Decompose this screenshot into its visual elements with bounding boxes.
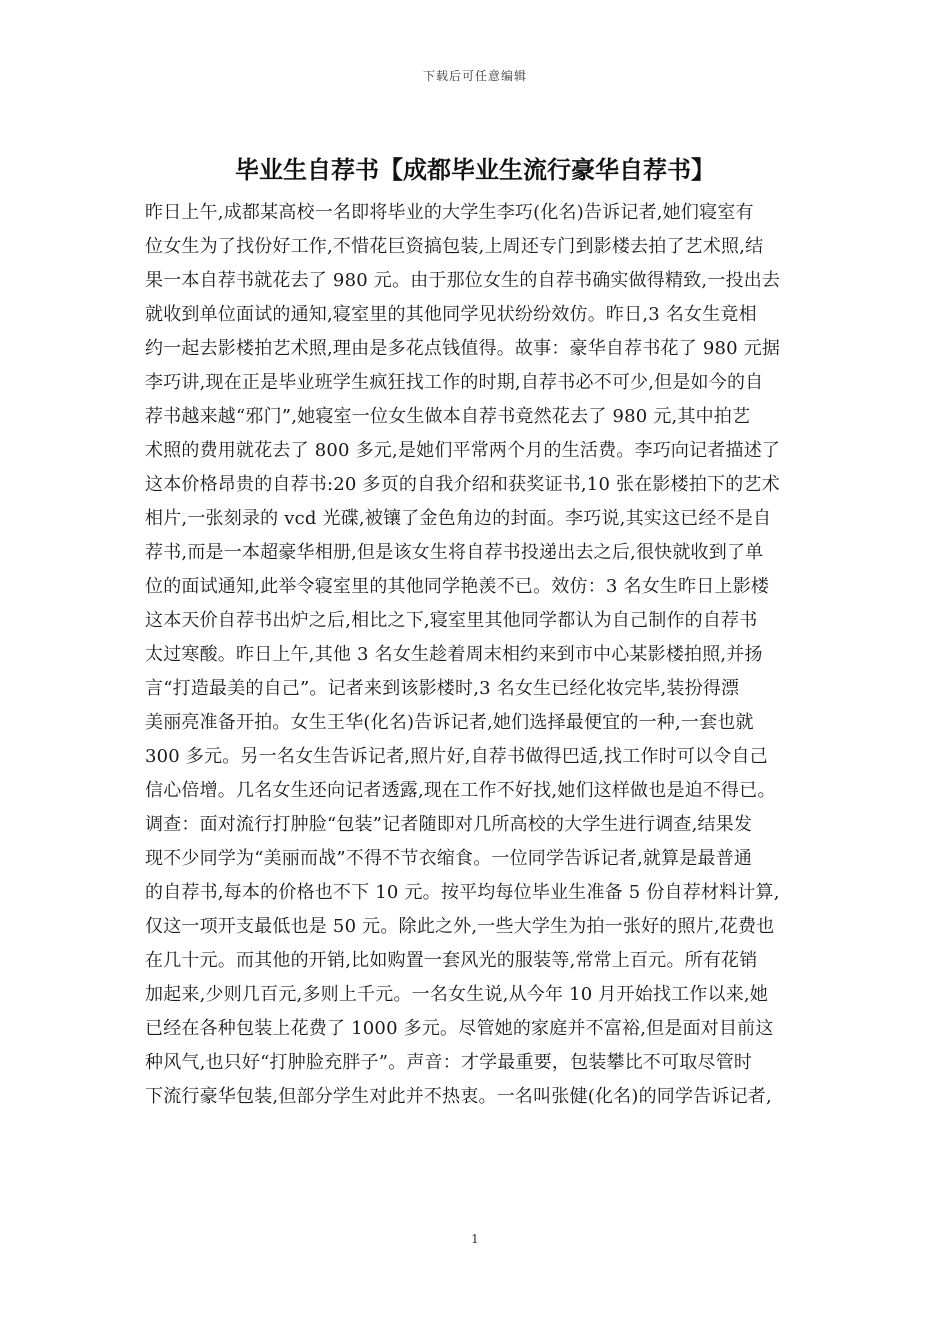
body-text-line: 位女生为了找份好工作,不惜花巨资搞包装,上周还专门到影楼去拍了艺术照,结 bbox=[145, 236, 764, 257]
body-text-line: 昨日上午,成都某高校一名即将毕业的大学生李巧(化名)告诉记者,她们寝室有 bbox=[145, 202, 754, 223]
body-text-line: 位的面试通知,此举令寝室里的其他同学艳羡不已。效仿：3 名女生昨日上影楼 bbox=[145, 576, 770, 597]
body-text-line: 仅这一项开支最低也是 50 元。除此之外,一些大学生为拍一张好的照片,花费也 bbox=[145, 916, 775, 937]
body-text-line: 这本天价自荐书出炉之后,相比之下,寝室里其他同学都认为自己制作的自荐书 bbox=[145, 610, 758, 631]
body-text-line: 果一本自荐书就花去了 980 元。由于那位女生的自荐书确实做得精致,一投出去 bbox=[145, 270, 781, 291]
body-text-line: 这本价格昂贵的自荐书:20 多页的自我介绍和获奖证书,10 张在影楼拍下的艺术 bbox=[145, 474, 780, 495]
body-text-line: 种风气,也只好“打肿脸充胖子”。声音：才学最重要，包装攀比不可取尽管时 bbox=[145, 1052, 753, 1073]
page-header-note: 下载后可任意编辑 bbox=[422, 69, 527, 83]
body-text-line: 已经在各种包装上花费了 1000 多元。尽管她的家庭并不富裕,但是面对目前这 bbox=[145, 1018, 774, 1039]
body-text-line: 下流行豪华包装,但部分学生对此并不热衷。一名叫张健(化名)的同学告诉记者, bbox=[145, 1086, 772, 1107]
body-text-line: 美丽亮准备开拍。女生王华(化名)告诉记者,她们选择最便宜的一种,一套也就 bbox=[145, 712, 754, 733]
body-text-line: 荐书,而是一本超豪华相册,但是该女生将自荐书投递出去之后,很快就收到了单 bbox=[145, 542, 764, 563]
body-text-line: 在几十元。而其他的开销,比如购置一套风光的服装等,常常上百元。所有花销 bbox=[145, 950, 758, 971]
body-text-line: 调查：面对流行打肿脸“包装”记者随即对几所高校的大学生进行调查,结果发 bbox=[145, 814, 753, 835]
body-text-line: 术照的费用就花去了 800 多元,是她们平常两个月的生活费。李巧向记者描述了 bbox=[145, 440, 781, 461]
body-text-line: 荐书越来越“邪门”,她寝室一位女生做本自荐书竟然花去了 980 元,其中拍艺 bbox=[145, 406, 751, 427]
body-text-line: 信心倍增。几名女生还向记者透露,现在工作不好找,她们这样做也是迫不得已。 bbox=[145, 780, 776, 801]
body-text-line: 言“打造最美的自己”。记者来到该影楼时,3 名女生已经化妆完毕,装扮得漂 bbox=[145, 678, 740, 699]
body-text-line: 约一起去影楼拍艺术照,理由是多花点钱值得。故事：豪华自荐书花了 980 元据 bbox=[145, 338, 781, 359]
body-text-line: 加起来,少则几百元,多则上千元。一名女生说,从今年 10 月开始找工作以来,她 bbox=[145, 984, 769, 1005]
body-text-line: 现不少同学为“美丽而战”不得不节衣缩食。一位同学告诉记者,就算是最普通 bbox=[145, 848, 753, 869]
document-body bbox=[145, 196, 817, 1114]
page-number: 1 bbox=[471, 1232, 479, 1246]
body-text-line: 300 多元。另一名女生告诉记者,照片好,自荐书做得巴适,找工作时可以令自己 bbox=[145, 746, 768, 767]
document-title: 毕业生自荐书【成都毕业生流行豪华自荐书】 bbox=[235, 155, 715, 184]
body-text-line: 就收到单位面试的通知,寝室里的其他同学见状纷纷效仿。昨日,3 名女生竟相 bbox=[145, 304, 757, 325]
body-text-line: 太过寒酸。昨日上午,其他 3 名女生趁着周末相约来到市中心某影楼拍照,并扬 bbox=[145, 644, 763, 665]
body-text-line: 相片,一张刻录的 vcd 光碟,被镶了金色角边的封面。李巧说,其实这已经不是自 bbox=[145, 508, 772, 529]
body-text-line: 李巧讲,现在正是毕业班学生疯狂找工作的时期,自荐书必不可少,但是如今的自 bbox=[145, 372, 764, 393]
body-text-line: 的自荐书,每本的价格也不下 10 元。按平均每位毕业生准备 5 份自荐材料计算, bbox=[145, 882, 780, 903]
